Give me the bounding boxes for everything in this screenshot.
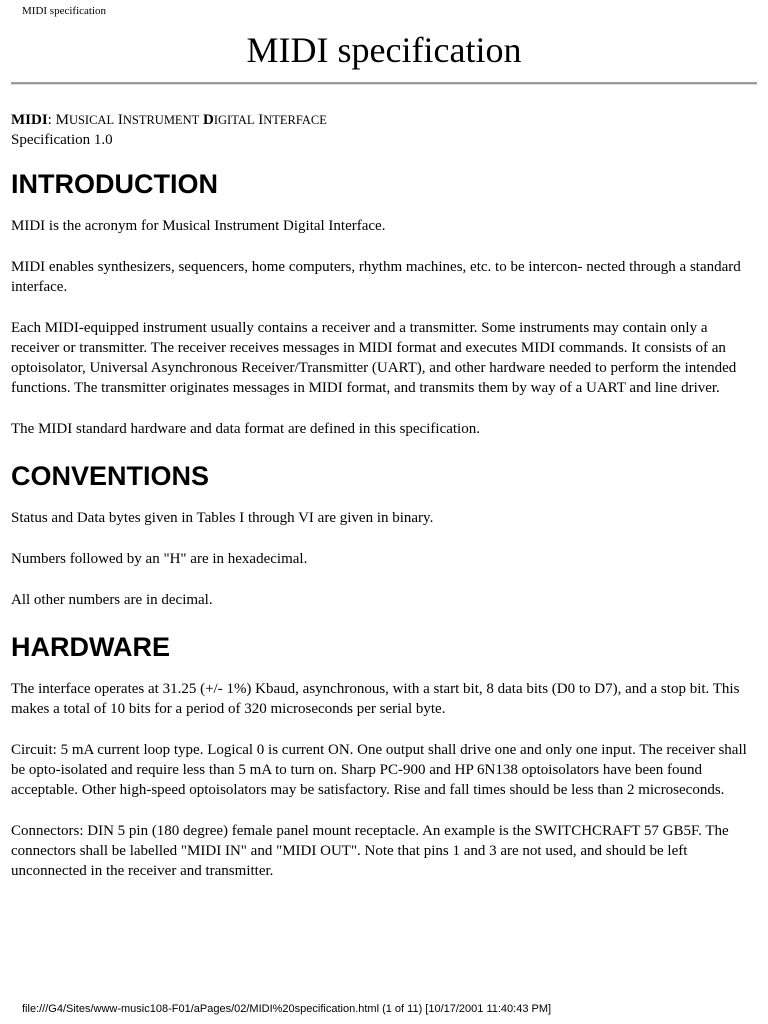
paragraph: Status and Data bytes given in Tables I through VI are given in binary. (11, 510, 434, 526)
subtitle-line (11, 110, 757, 130)
subtitle-separator: : (47, 112, 56, 128)
document-body (11, 110, 757, 902)
paragraph: Connectors: DIN 5 pin (180 degree) female panel mount receptacle. An example is the SWITCHCRAFT 57 GB5F. The connectors shall be labelled "MIDI IN" and "MIDI OUT". Note that pins 1 and 3 are not used, and should be left unconnected in the receiver and transmitter. (11, 823, 729, 879)
paragraph: The MIDI standard hardware and data format are defined in this specification. (11, 421, 480, 437)
paragraph: MIDI is the acronym for Musical Instrument Digital Interface. (11, 218, 386, 234)
paragraph: Each MIDI-equipped instrument usually contains a receiver and a transmitter. Some instruments may contain only a receiver or transmitter. The receiver receives messages in MIDI format and executes MIDI commands. It consists of an optoisolator, Universal Asynchronous Receiver/Transmitter (UART), and other hardware needed to perform the intended functions. The transmitter originates messages in MIDI format, and transmits them by way of a UART and line driver. (11, 320, 737, 396)
spec-version: Specification 1.0 (11, 132, 113, 148)
title-divider (11, 82, 757, 85)
section-heading-introduction: INTRODUCTION (11, 169, 218, 199)
page-title: MIDI specification (246, 30, 522, 70)
paragraph: All other numbers are in decimal. (11, 592, 213, 608)
browser-print-footer: file:///G4/Sites/www-music108-F01/aPages/02/MIDI%20specification.html (1 of 11) [10/17/2001 11:40:43 PM] (22, 1003, 552, 1015)
paragraph: The interface operates at 31.25 (+/- 1%) Kbaud, asynchronous, with a start bit, 8 data bits (D0 to D7), and a stop bit. This makes a total of 10 bits for a period of 320 microseconds per serial byte. (11, 681, 740, 717)
section-heading-conventions: CONVENTIONS (11, 461, 210, 491)
paragraph: Circuit: 5 mA current loop type. Logical 0 is current ON. One output shall drive one and only one input. The receiver shall be opto-isolated and require less than 5 mA to turn on. Sharp PC-900 and HP 6N138 optoisolators have been found acceptable. Other high-speed optoisolators may be satisfactory. Rise and fall times should be less than 2 microseconds. (11, 742, 747, 798)
browser-print-header: MIDI specification (22, 5, 106, 17)
paragraph: MIDI enables synthesizers, sequencers, home computers, rhythm machines, etc. to be intercon- nected through a standard interface. (11, 259, 741, 295)
subtitle-expansion: MUSICAL INSTRUMENT DIGITAL INTERFACE (55, 112, 327, 128)
section-heading-hardware: HARDWARE (11, 632, 170, 662)
paragraph: Numbers followed by an "H" are in hexadecimal. (11, 551, 308, 567)
subtitle-acronym: MIDI (11, 112, 48, 128)
